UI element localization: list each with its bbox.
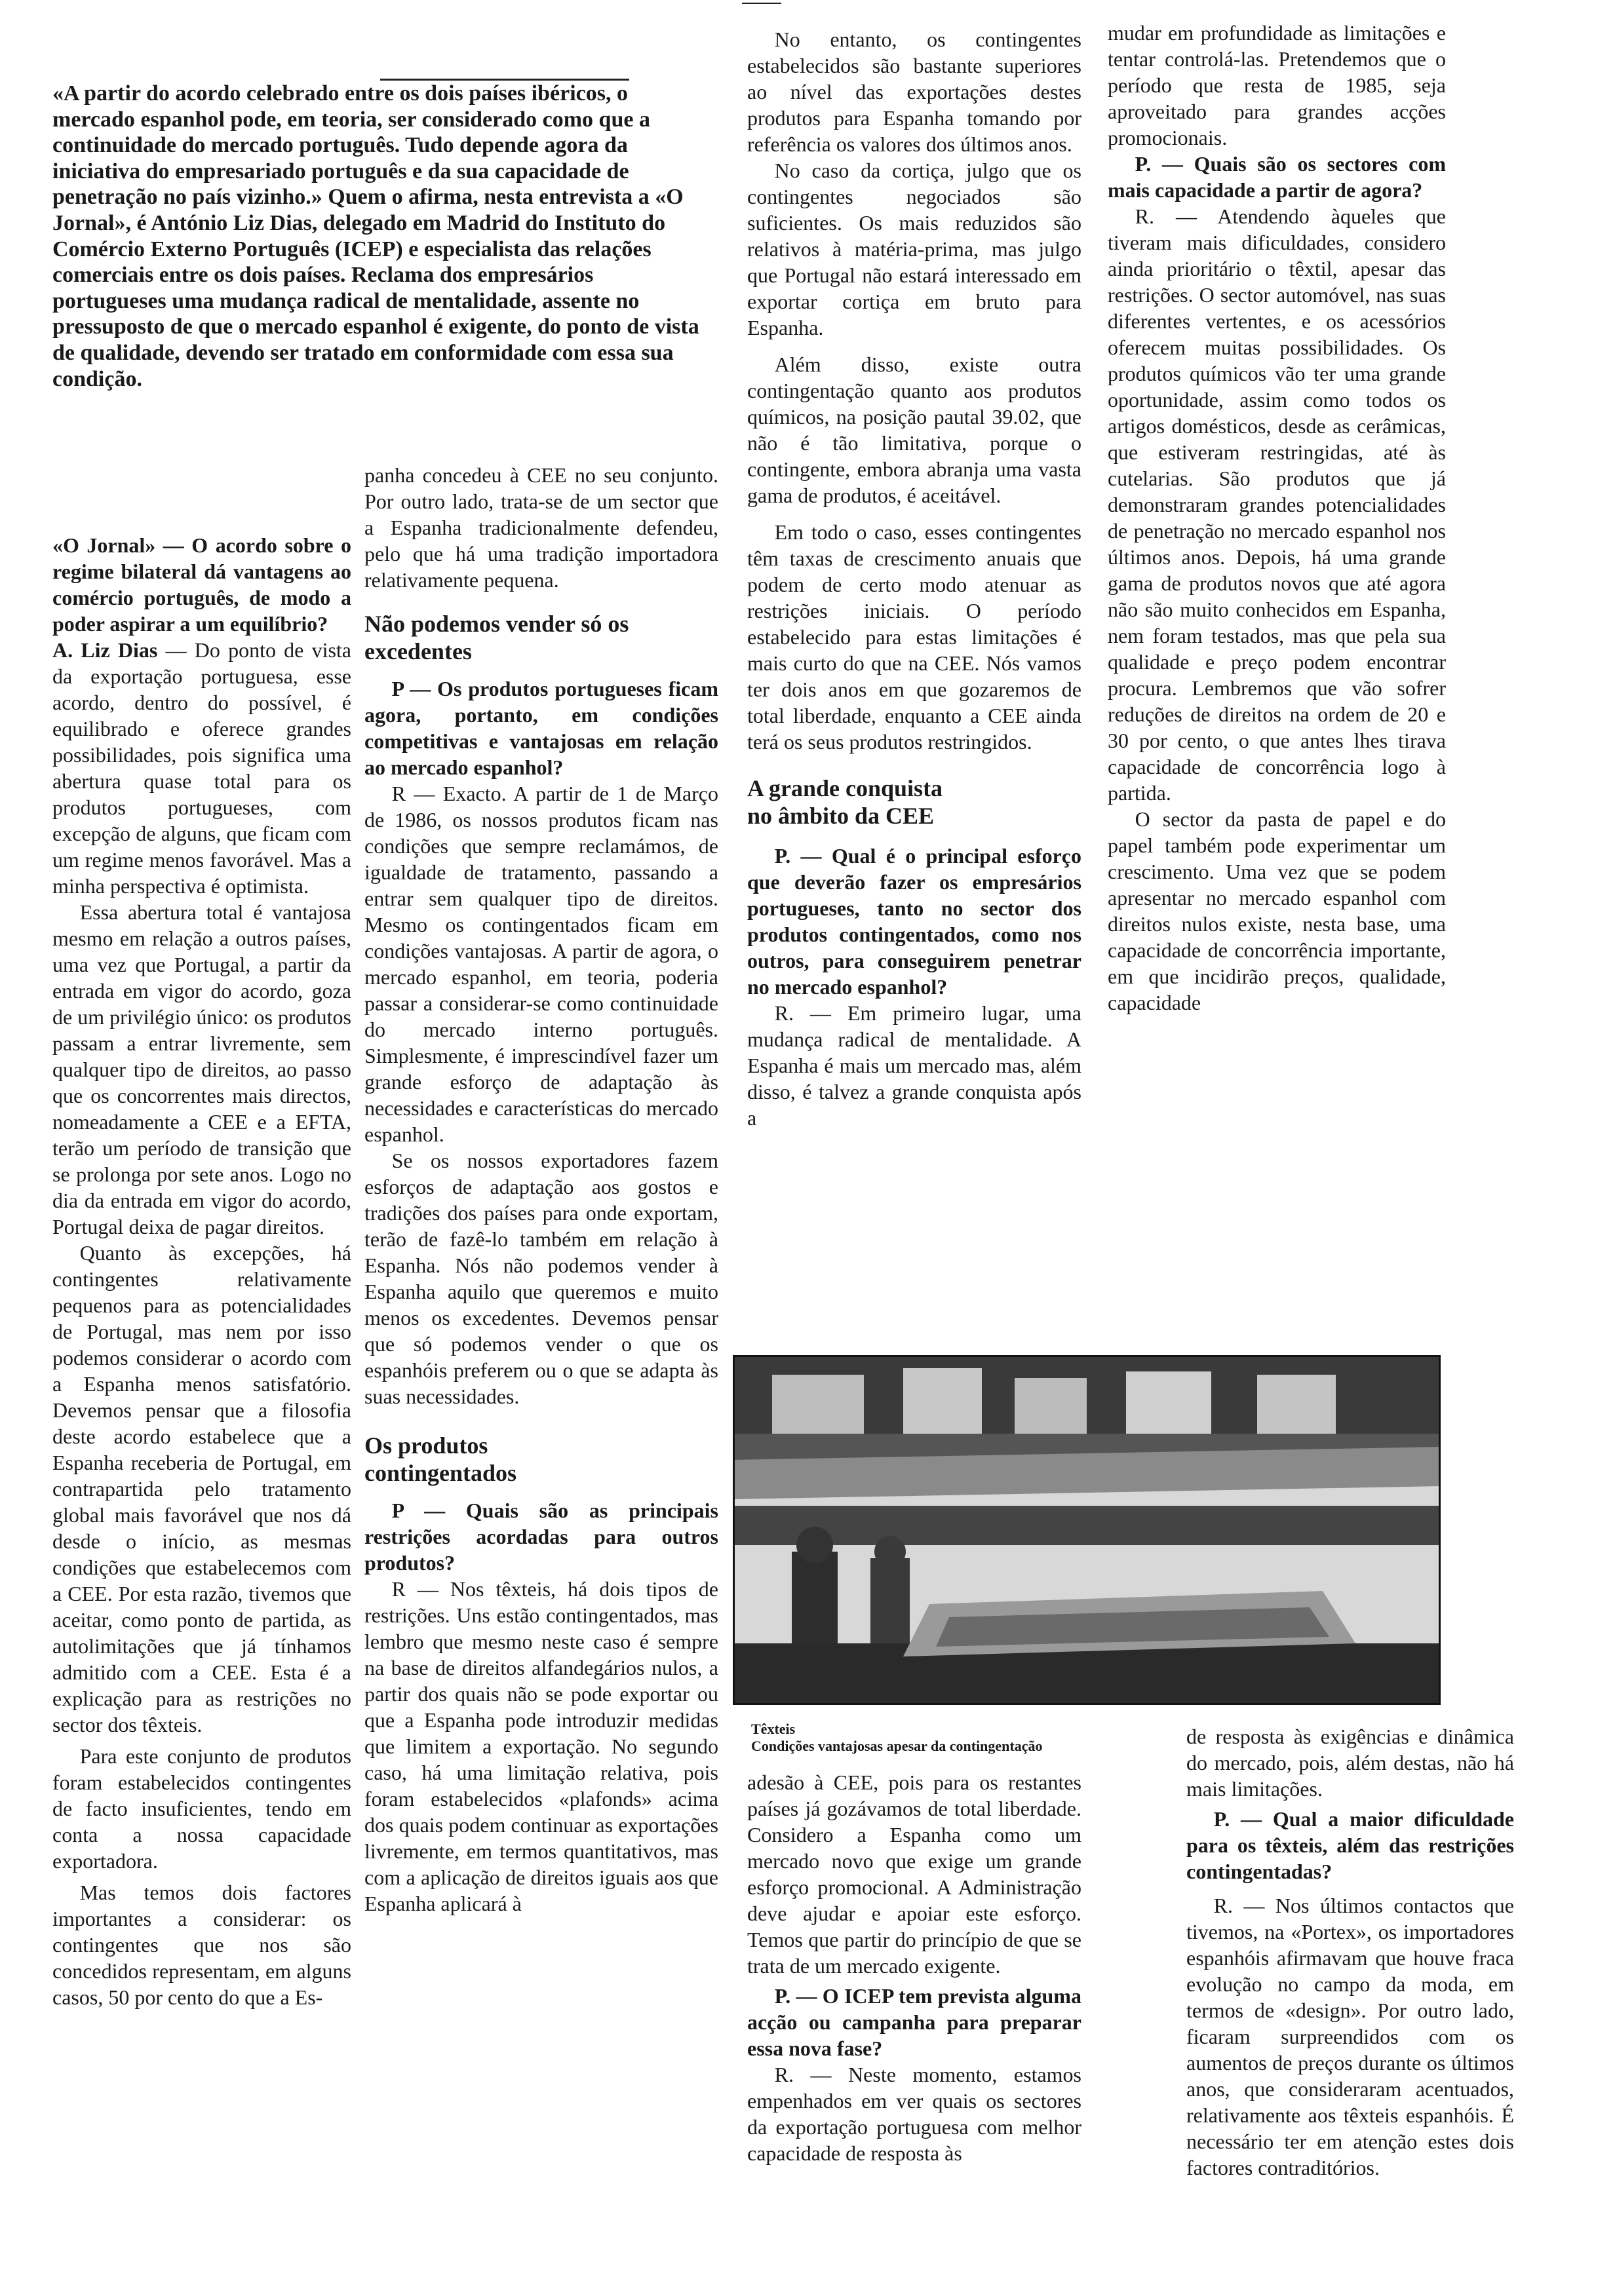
factory-photo-image <box>733 1355 1441 1705</box>
paragraph: Se os nossos exportadores fazem esforços de adaptação aos gostos e tradições dos países para onde exportam, terão de fazê-lo também em relação à Espanha. Nós não podemos vender à Espanha aquilo que queremos e muito menos os excedentes. Devemos pensar que só podemos vender o que os espanhóis preferem ou o que se adapta às suas necessidades. <box>364 1149 718 1408</box>
caption-text: Condições vantajosas apesar da contingentação <box>751 1738 1043 1754</box>
column-2 <box>364 462 718 2270</box>
paragraph: de resposta às exigências e dinâmica do mercado, pois, além destas, não há mais limitações. <box>1186 1725 1514 1801</box>
paragraph: Essa abertura total é vantajosa mesmo em relação a outros países, uma vez que Portugal, a partir da entrada em vigor do acordo, goza de um privilégio único: os produtos passam a entrar livremente, sem qualquer tipo de direitos, ao passo que os concorrentes mais directos, nomeadamente a CEE e a EFTA, terão um período de transição que se prolonga por sete anos. Logo no dia da entrada em vigor do acordo, Portugal deixa de pagar direitos. <box>52 900 351 1238</box>
question: P. — Quais são os sectores com mais capacidade a partir de agora? <box>1108 152 1446 202</box>
answer: R — Nos têxteis, há dois tipos de restrições. Uns estão contingentados, mas lembro que mesmo neste caso é sempre na base de direitos alfandegários nulos, a partir dos quais não se pode exportar ou que a Espanha pode introduzir medidas que limitem a exportação. No segundo caso, há uma limitação relativa, pois foram estabelecidos «plafonds» acima dos quais podem continuar as exportações livremente, em termos quantitativos, mas com a aplicação de direitos iguais aos que Espanha aplicará à <box>364 1577 718 1915</box>
question: P. — O ICEP tem prevista alguma acção ou campanha para preparar essa nova fase? <box>747 1984 1081 2060</box>
answer: R. — Atendendo àqueles que tiveram mais dificuldades, considero ainda prioritário o têxtil, apesar das restrições. O sector automóvel, nas suas diferentes vertentes, e os acessórios oferecem muitas possibilidades. Os produtos químicos vão ter uma grande oportunidade, assim como todos os artigos domésticos, desde as cerâmicas, que estiveram restringidas, até às cutelarias. São produtos que já demonstraram grandes potencialidades de penetração no mercado espanhol nos últimos anos. Depois, há uma grande gama de produtos novos que até agora não são muito conhecidos em Espanha, nem foram testados, mas que pela sua qualidade e preço podem encontrar procura. Lembremos que vão sofrer reduções de direitos na ordem de 20 e 30 por cento, o que antes lhes tirava capacidade de concorrência logo à partida. <box>1108 204 1446 805</box>
answer: R. — Em primeiro lugar, uma mudança radical de mentalidade. A Espanha é mais um mercado mas, além disso, é talvez a grande conquista após a <box>747 1001 1081 1130</box>
column-4-continued <box>1186 1723 1514 2261</box>
top-rule-right <box>742 3 781 4</box>
answer: R — Exacto. A partir de 1 de Março de 1986, os nossos produtos ficam nas condições que sempre reclamámos, de igualdade de tratamento, passando a entrar sem qualquer tipo de direitos. Mesmo os contingentados ficam em condições vantajosas. A partir de agora, o mercado espanhol, em teoria, poderia passar a considerar-se como continuidade do mercado interno português. Simplesmente, é imprescindível fazer um grande esforço de adaptação às necessidades e características do mercado espanhol. <box>364 782 718 1146</box>
answer: R. — Nos últimos contactos que tivemos, na «Portex», os importadores espanhóis afirmavam que houve fraca evolução no campo da moda, em termos de «design». Por outro lado, ficaram surpreendidos com os aumentos de preços durante os últimos anos, que consideraram acentuados, relativamente aos têxteis espanhóis. É necessário ter em atenção estes dois factores contraditórios. <box>1186 1894 1514 2179</box>
paragraph: adesão à CEE, pois para os restantes países já gozávamos de total liberdade. Considero a Espanha como um mercado novo que exige um grande esforço promocional. A Administração deve ajudar e apoiar este esforço. Temos que partir do princípio de que se trata de um mercado exigente. <box>747 1770 1081 1978</box>
question: P — Os produtos portugueses ficam agora, portanto, em condições competitivas e vantajosas em relação ao mercado espanhol? <box>364 677 718 779</box>
question: P — Quais são as principais restrições acordadas para outros produtos? <box>364 1499 718 1575</box>
caption-title: Têxteis <box>751 1721 796 1737</box>
column-1 <box>52 532 351 2118</box>
answer-1: — Do ponto de vista da exportação portuguesa, esse acordo, dentro do possível, é equilibrado e oferece grandes possibilidades, pois significa uma abertura quase total para os produtos portugueses, com excepção de alguns, que ficam com um regime menos favorável. Mas a minha perspectiva é optimista. <box>52 638 351 898</box>
column-3-continued <box>747 1769 1081 2267</box>
paragraph: No entanto, os contingentes estabelecidos são bastante superiores ao nível das exportações destes produtos para Espanha tomando por referência os valores dos últimos anos. <box>747 28 1081 156</box>
section-heading: A grande conquista no âmbito da CEE <box>747 775 943 829</box>
paragraph: Em todo o caso, esses contingentes têm taxas de crescimento anuais que podem de certo modo atenuar as restrições iniciais. O período estabelecido para estas limitações é mais curto do que na CEE. Nós vamos ter dois anos em que gozaremos de total liberdade, enquanto a CEE ainda terá os seus produtos restringidos. <box>747 520 1081 754</box>
speaker-name: A. Liz Dias <box>52 638 158 662</box>
paragraph: Para este conjunto de produtos foram estabelecidos contingentes de facto insuficientes, tendo em conta a nossa capacidade exportadora. <box>52 1744 351 1873</box>
lead-block <box>52 81 708 487</box>
textiles-photo <box>733 1355 1441 1705</box>
paragraph: Mas temos dois factores importantes a considerar: os contingentes que nos são concedidos representam, em alguns casos, 50 por cento do que a Es- <box>52 1881 351 2009</box>
paragraph: No caso da cortiça, julgo que os contingentes negociados são suficientes. Os mais reduzidos são relativos à matéria-prima, mas julgo que Portugal não estará interessado em exportar cortiça em bruto para Espanha. <box>747 159 1081 339</box>
section-heading: Os produtos contingentados <box>364 1432 517 1486</box>
question: P. — Qual a maior dificuldade para os têxteis, além das restrições contingentadas? <box>1186 1807 1514 1883</box>
section-heading: Não podemos vender só os excedentes <box>364 611 629 664</box>
paragraph: panha concedeu à CEE no seu conjunto. Por outro lado, trata-se de um sector que a Espanha tradicionalmente defendeu, pelo que há uma tradição importadora relativamente pequena. <box>364 463 718 592</box>
question: P. — Qual é o principal esforço que deverão fazer os empresários portugueses, tanto no sector dos produtos contingentados, como nos outros, para conseguirem penetrar no mercado espanhol? <box>747 844 1081 999</box>
answer: R. — Neste momento, estamos empenhados em ver quais os sectores da exportação portuguesa com melhor capacidade de resposta às <box>747 2063 1081 2165</box>
paragraph: Além disso, existe outra contingentação quanto aos produtos químicos, na posição pautal 39.02, que não é tão limitativa, porque o contingente, embora abranja uma vasta gama de produtos, é aceitável. <box>747 353 1081 507</box>
column-3 <box>747 26 1081 1324</box>
paragraph: Quanto às excepções, há contingentes relativamente pequenos para as potencialidades de Portugal, mas nem por isso podemos considerar o acordo com a Espanha menos satisfatório. Devemos pensar que a filosofia deste acordo estabelece que a Espanha receberia de Portugal, em contrapartida pelo tratamento global mais favorável que nos dá desde o início, as mesmas condições que estabelecemos com a CEE. Por esta razão, tivemos que aceitar, como ponto de partida, as autolimitações que já tínhamos admitido com a CEE. Esta é a explicação para as restrições no sector dos têxteis. <box>52 1241 351 1736</box>
question-1: «O Jornal» — O acordo sobre o regime bilateral dá vantagens ao comércio português, de modo a poder aspirar a um equilíbrio? <box>52 533 351 636</box>
paragraph: O sector da pasta de papel e do papel também pode experimentar um crescimento. Uma vez que se podem apresentar no mercado espanhol com direitos nulos existe, nesta base, uma capacidade de concorrência importante, em que incidirão preços, qualidade, capacidade <box>1108 807 1446 1014</box>
column-4 <box>1108 20 1446 1219</box>
paragraph: mudar em profundidade as limitações e tentar controlá-las. Pretendemos que o período que resta de 1985, seja aproveitado para grandes acções promocionais. <box>1108 21 1446 149</box>
lead-text: «A partir do acordo celebrado entre os dois países ibéricos, o mercado espanhol pode, em teoria, ser considerado como que a continuidade do mercado português. Tudo depende agora da iniciativa do empresariado português e da sua capacidade de penetração no país vizinho.» Quem o afirma, nesta entrevista a «O Jornal», é António Liz Dias, delegado em Madrid do Instituto do Comércio Externo Português (ICEP) e especialista das relações comerciais entre os dois países. Reclama dos empresários portugueses uma mudança radical de mentalidade, assente no pressuposto de que o mercado espanhol é exigente, do ponto de vista de qualidade, devendo ser tratado em conformidade com essa sua condição. <box>52 81 699 391</box>
